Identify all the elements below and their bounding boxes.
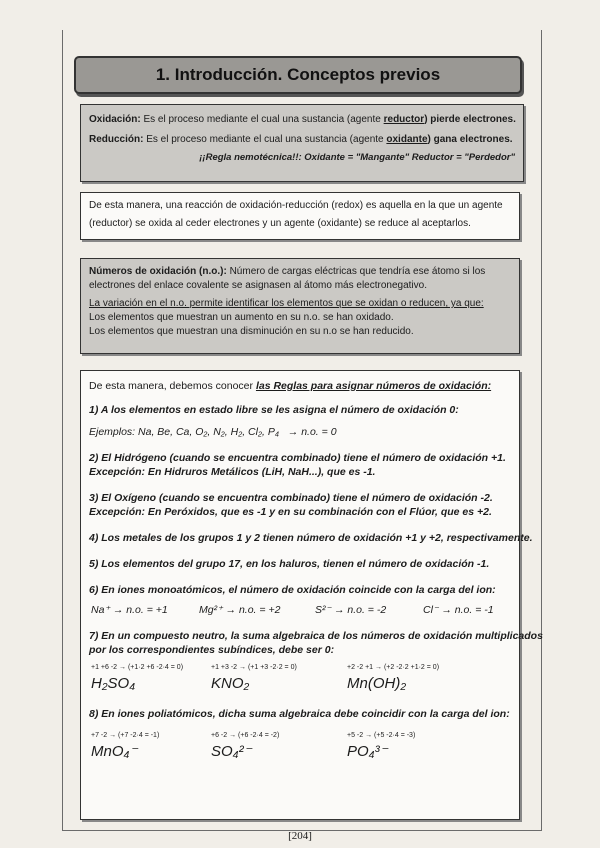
rule-7-example-h2so4 — [91, 661, 231, 691]
rule-1-examples — [89, 425, 511, 439]
page-number: [204] — [288, 830, 312, 842]
rule-8: 8) En iones poliatómicos, dicha suma algebraica debe coincidir con la carga del ion: — [89, 708, 510, 720]
rule-2-exception: Excepción: En Hidruros Metálicos (LiH, NaH...), que es -1. — [89, 466, 376, 478]
reduction-definition — [89, 133, 515, 147]
rule-8-example-so4 — [211, 729, 351, 759]
rule-8-examples — [89, 729, 511, 771]
rule-1: 1) A los elementos en estado libre se les asigna el número de oxidación 0: — [89, 404, 459, 416]
reduction-label: Reducción: — [89, 134, 144, 145]
rule-2: 2) El Hidrógeno (cuando se encuentra combinado) tiene el número de oxidación +1. — [89, 452, 506, 464]
rule-5: 5) Los elementos del grupo 17, en los haluros, tienen el número de oxidación -1. — [89, 558, 490, 570]
oxidation-number-definition — [89, 265, 511, 279]
rules-intro-link: las Reglas para asignar números de oxidación: — [255, 380, 492, 392]
rules-intro — [89, 379, 511, 393]
rule-6-example-mg: Mg²⁺ → n.o. = +2 — [199, 604, 281, 616]
rule-6-example-na: Na⁺ → n.o. = +1 — [91, 604, 168, 616]
reduction-end: ) gana electrones. — [427, 134, 513, 145]
rules-box — [80, 370, 543, 820]
rule-7-example-kno2 — [211, 661, 351, 691]
rule-1-example-list: Ejemplos: Na, Be, Ca, O₂, N₂, H₂, Cl₂, P₄ — [89, 426, 280, 438]
rule-7-example-3-formula: Mn(OH)₂ — [347, 675, 407, 692]
rule-8-example-3-formula: PO₄³⁻ — [347, 743, 388, 760]
rule-3-exception: Excepción: En Peróxidos, que es -1 y en su combinación con el Flúor, que es +2. — [89, 506, 492, 518]
rule-8-example-2-numbers: +6 -2 → (+6 -2·4 = -2) — [211, 732, 280, 739]
title-banner — [74, 56, 522, 94]
rule-7-example-2-numbers: +1 +3 -2 → (+1 +3 -2·2 = 0) — [211, 664, 297, 671]
oxidation-reduction-box — [80, 104, 524, 182]
rule-7-example-1-numbers: +1 +6 -2 → (+1·2 +6 -2·4 = 0) — [91, 664, 184, 671]
reduction-text: Es el proceso mediante el cual una sustancia (agente — [143, 134, 387, 145]
redox-line-2: (reductor) se oxida al ceder electrones y un agente (oxidante) se reduce al aceptarlos. — [89, 218, 471, 229]
redox-line-1: De esta manera, una reacción de oxidación-reducción (redox) es aquella en la que un agente — [89, 200, 503, 211]
mnemonic-rule: ¡¡Regla nemotécnica!!: Oxidante = "Mangante" Reductor = "Perdedor" — [199, 152, 515, 163]
oxidation-end: ) pierde electrones. — [424, 114, 516, 125]
rule-8-example-po4 — [347, 729, 487, 759]
oxidation-number-label: Números de oxidación (n.o.): — [89, 266, 227, 277]
increase-statement: Los elementos que muestran un aumento en su n.o. se han oxidado. — [89, 312, 394, 323]
rule-6-examples — [89, 603, 511, 627]
rule-7-example-2-formula: KNO₂ — [211, 675, 250, 692]
rule-7-line-2: por los correspondientes subíndices, debe ser 0: — [89, 644, 335, 656]
variation-statement: La variación en el n.o. permite identificar los elementos que se oxidan o reducen, ya que: — [89, 298, 484, 309]
rules-intro-text: De esta manera, debemos conocer — [89, 380, 256, 392]
rule-7-example-3-numbers: +2 -2 +1 → (+2 -2·2 +1·2 = 0) — [347, 664, 440, 671]
rule-6-example-cl: Cl⁻ → n.o. = -1 — [423, 604, 494, 616]
rule-7-example-1-formula: H₂SO₄ — [91, 675, 136, 692]
oxidation-number-box — [80, 258, 520, 354]
rule-7-example-mnoh2 — [347, 661, 487, 691]
oxidation-text: Es el proceso mediante el cual una sustancia (agente — [140, 114, 384, 125]
redox-definition-box — [80, 192, 520, 240]
rule-8-example-1-formula: MnO₄⁻ — [91, 743, 138, 760]
rule-8-example-mno4 — [91, 729, 231, 759]
oxidation-label: Oxidación: — [89, 114, 141, 125]
rule-8-example-3-numbers: +5 -2 → (+5 -2·4 = -3) — [347, 732, 416, 739]
reductor-term: reductor — [383, 114, 425, 125]
oxidation-number-text: Número de cargas eléctricas que tendría ese átomo si los — [226, 266, 486, 277]
rule-7-examples — [89, 661, 511, 701]
rule-1-result: → n.o. = 0 — [287, 426, 337, 438]
rule-6: 6) En iones monoatómicos, el número de oxidación coincide con la carga del ion: — [89, 584, 496, 596]
rule-4: 4) Los metales de los grupos 1 y 2 tienen número de oxidación +1 y +2, respectivamente. — [89, 532, 533, 544]
rule-3: 3) El Oxígeno (cuando se encuentra combinado) tiene el número de oxidación -2. — [89, 492, 493, 504]
rule-7-line-1: 7) En un compuesto neutro, la suma algebraica de los números de oxidación multiplicados — [89, 630, 543, 642]
page-title: 1. Introducción. Conceptos previos — [155, 65, 441, 84]
oxidation-number-definition-2: electrones del enlace covalente se asignasen al átomo más electronegativo. — [89, 280, 427, 291]
decrease-statement: Los elementos que muestran una disminución en su n.o se han reducido. — [89, 326, 414, 337]
oxidante-term: oxidante — [386, 134, 428, 145]
rule-8-example-2-formula: SO₄²⁻ — [211, 743, 252, 760]
rule-8-example-1-numbers: +7 -2 → (+7 -2·4 = -1) — [91, 732, 160, 739]
rule-6-example-s: S²⁻ → n.o. = -2 — [315, 604, 387, 616]
oxidation-definition — [89, 113, 515, 127]
